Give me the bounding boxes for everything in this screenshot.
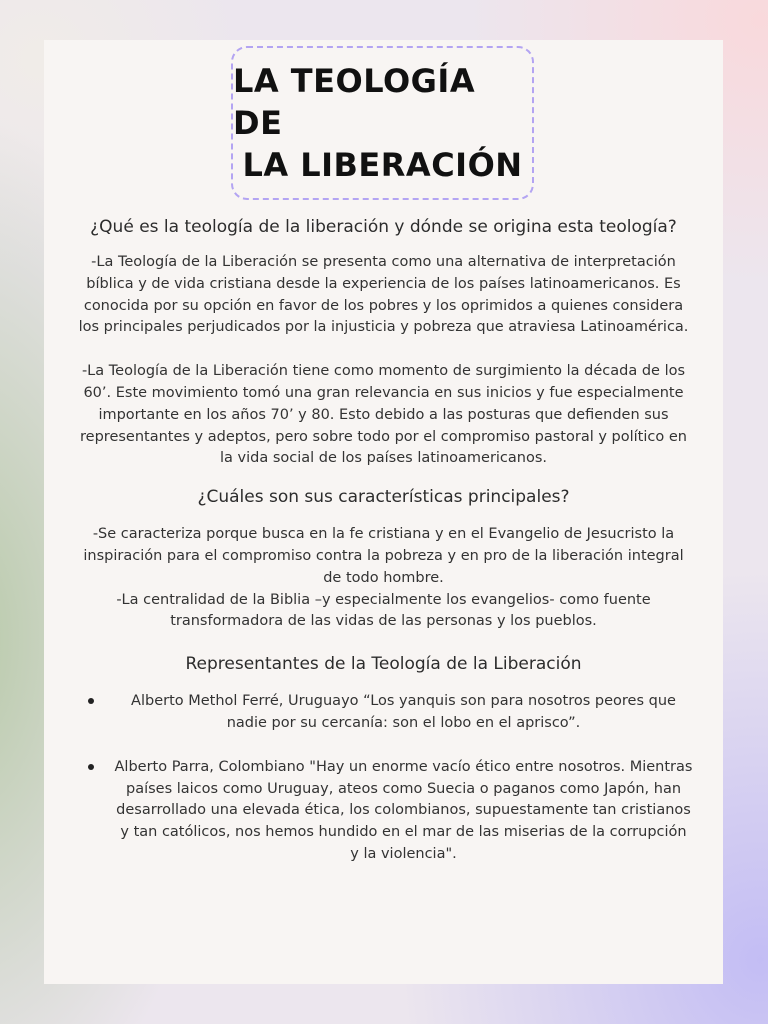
bullet-icon xyxy=(88,698,94,704)
paragraph-characteristic-2: -La centralidad de la Biblia –y especialmente los evangelios- como fuente transformadora de las vidas de las personas y los pueblos. xyxy=(116,591,651,630)
question-characteristics: ¿Cuáles son sus características principales? xyxy=(197,487,570,508)
representative-parra: Alberto Parra, Colombiano "Hay un enorme vacío ético entre nosotros. Mientras países laicos como Uruguay, ateos como Suecia o paganos como Japón, han desarrollado una elevada ética, los colombianos, supuestamente tan cristianos y tan católicos, nos hemos hundido en el mar de las miserias de la corrupción y la violencia". xyxy=(114,758,693,862)
paragraph-characteristic-1: -Se caracteriza porque busca en la fe cristiana y en el Evangelio de Jesucristo la inspiración para el compromiso contra la pobreza y en pro de la liberación integral de todo hombre. xyxy=(83,526,684,586)
page-title-line-1: LA TEOLOGÍA DE xyxy=(233,62,476,142)
document-page xyxy=(44,40,723,984)
paragraph-definition: -La Teología de la Liberación se presenta como una alternativa de interpretación bíblica y de vida cristiana desde la experiencia de los países latinoamericanos. Es conocida por su opción en favor de los pobres y los oprimidos a quienes considera los principales perjudicados por la injusticia y pobreza que atraviesa Latinoamérica. xyxy=(78,254,689,336)
document-body xyxy=(74,216,693,866)
representatives-list xyxy=(74,691,693,866)
heading-representatives: Representantes de la Teología de la Liberación xyxy=(185,654,582,675)
bullet-icon xyxy=(88,764,94,770)
question-origin: ¿Qué es la teología de la liberación y dónde se origina esta teología? xyxy=(90,217,677,237)
representative-methol: Alberto Methol Ferré, Uruguayo “Los yanquis son para nosotros peores que nadie por su cercanía: son el lobo en el aprisco”. xyxy=(131,693,676,731)
list-item xyxy=(74,757,693,866)
page-title-line-2: LA LIBERACIÓN xyxy=(242,146,523,184)
title-frame xyxy=(231,46,534,200)
list-item xyxy=(74,691,693,735)
paragraph-origin: -La Teología de la Liberación tiene como momento de surgimiento la década de los 60’. Este movimiento tomó una gran relevancia en sus inicios y fue especialmente importante en los años 70’ y 80. Esto debido a las posturas que defienden sus representantes y adeptos, pero sobre todo por el compromiso pastoral y político en la vida social de los países latinoamericanos. xyxy=(80,363,687,467)
